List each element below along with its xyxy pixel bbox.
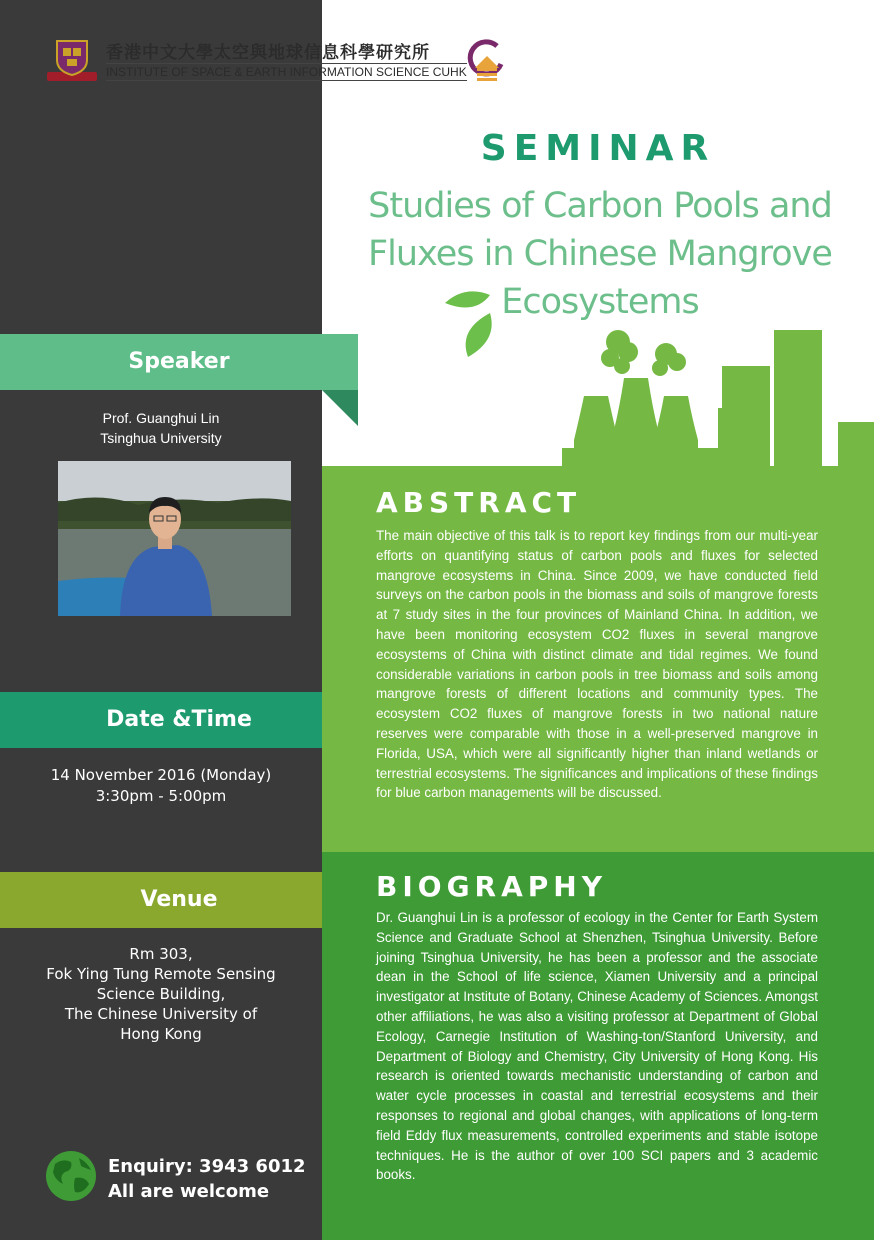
- biography-heading: BIOGRAPHY: [376, 870, 608, 903]
- venue-band: [0, 872, 358, 928]
- seminar-date: 14 November 2016 (Monday): [50, 766, 272, 784]
- speaker-band-fold: [322, 390, 358, 426]
- seminar-label: SEMINAR: [480, 128, 716, 169]
- enquiry-block: [108, 1154, 306, 1204]
- datetime-info: [0, 765, 322, 807]
- speaker-info: [0, 408, 322, 448]
- talk-title-line: Fluxes in Chinese Mangrove: [368, 234, 832, 274]
- abstract-text: The main objective of this talk is to report key findings from our multi-year efforts on quantifying status of carbon pools and fluxes for selected mangrove ecosystems in China. Since 2009, we have conducted field surveys on the carbon pools in the biomass and soils of mangrove forests at 7 study sites in the four provinces of Mainland China. In addition, we have been monitoring ecosystem CO2 fluxes in several mangrove ecosystems of China with distinct climate and tidal regimes. We found considerable variations in carbon pools in tree biomass and soils among mangrove forests of different locations and community types. The ecosystem CO2 fluxes of mangrove forests in two national nature reserves were comparable with those in a well-preserved mangrove in Florida, USA, which were all significantly higher than inland wetlands or terrestrial ecosystems. The significances and implications of these findings for blue carbon managements will be discussed.: [376, 528, 818, 801]
- datetime-heading: Date &Time: [106, 707, 252, 732]
- ises-logo-icon: [465, 38, 507, 82]
- venue-line: The Chinese University of: [64, 1005, 258, 1023]
- venue-info: [0, 944, 322, 1044]
- header: [0, 0, 520, 95]
- talk-title: [360, 182, 840, 326]
- abstract-section: [322, 466, 874, 852]
- abstract-heading: ABSTRACT: [376, 486, 582, 519]
- institute-name-english: INSTITUTE OF SPACE & EARTH INFORMATION SCIENCE CUHK: [106, 65, 467, 79]
- speaker-affiliation: Tsinghua University: [100, 430, 222, 446]
- venue-line: Hong Kong: [120, 1025, 202, 1043]
- seminar-time: 3:30pm - 5:00pm: [95, 787, 227, 805]
- venue-line: Rm 303,: [129, 945, 193, 963]
- globe-icon: [45, 1150, 97, 1202]
- talk-title-line: Studies of Carbon Pools and: [368, 186, 832, 226]
- cuhk-crest-logo: [45, 38, 99, 82]
- talk-title-line: Ecosystems: [501, 282, 699, 322]
- venue-heading: Venue: [140, 887, 218, 912]
- enquiry-phone: Enquiry: 3943 6012: [108, 1156, 306, 1177]
- speaker-photo: [58, 461, 291, 616]
- biography-text: Dr. Guanghui Lin is a professor of ecology in the Center for Earth System Science and Graduate School at Shenzhen, Tsinghua University. Before joining Tsinghua University, he has been a professor and the associate dean in the School of life science, Xiamen University and a principal investigator at Institute of Botany, Chinese Academy of Sciences. Amongst other affiliations, he was also a visiting professor at Department of Global Ecology, Carnegie Institution of Washing-ton/Stanford University, and Department of Biology and Chemistry, City University of Hong Kong. His research is oriented towards mechanistic understanding of carbon and water cycle processes in coastal and terrestrial ecosystems and their responses to regional and global changes, with applications of long-term field Eddy flux measurements, controlled experiments and stable isotope techniques. He is the author of over 100 SCI papers and 3 academic books.: [376, 910, 818, 1183]
- speaker-name: Prof. Guanghui Lin: [102, 410, 220, 426]
- speaker-heading: Speaker: [128, 349, 230, 374]
- left-sidebar-panel: [0, 0, 322, 1240]
- datetime-band: [0, 692, 358, 748]
- speaker-band: [0, 334, 358, 390]
- welcome-note: All are welcome: [108, 1181, 270, 1202]
- factory-skyline-icon: [322, 320, 874, 467]
- venue-line: Fok Ying Tung Remote Sensing: [46, 965, 276, 983]
- institute-name-chinese: 香港中文大學太空與地球信息科學研究所: [106, 43, 430, 62]
- biography-section: [322, 852, 874, 1240]
- venue-line: Science Building,: [96, 985, 226, 1003]
